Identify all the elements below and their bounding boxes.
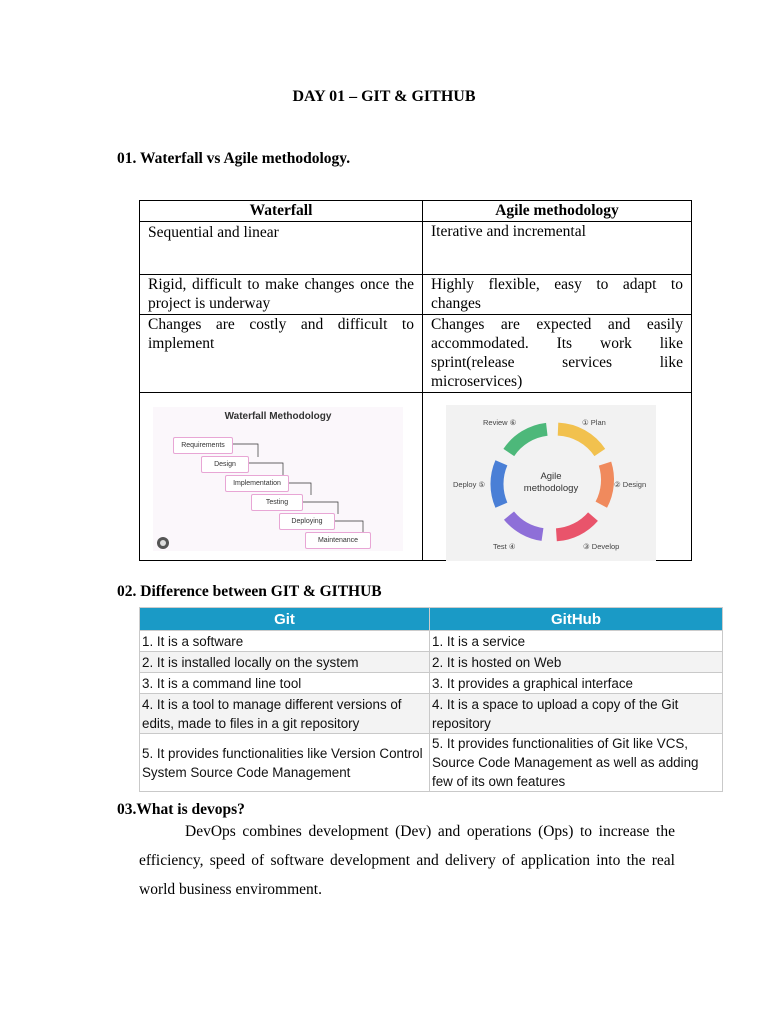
git-vs-github-table xyxy=(139,607,723,792)
table-header-github: GitHub xyxy=(430,608,723,631)
agile-label-review: Review ⑥ xyxy=(483,418,517,427)
table-row xyxy=(140,734,723,792)
section-heading-devops: 03.What is devops? xyxy=(117,801,245,818)
table-cell: Changes are expected and easily accommodated. Its work like sprint(release services like microservices) xyxy=(423,315,692,393)
table-cell: Changes are costly and difficult to implement xyxy=(140,315,423,393)
table-cell: Sequential and linear xyxy=(140,222,423,275)
agile-label-design: ② Design xyxy=(614,480,647,489)
agile-methodology-image xyxy=(446,405,656,561)
table-row xyxy=(140,631,723,652)
table-cell: Rigid, difficult to make changes once the project is underway xyxy=(140,275,423,315)
agile-arc-develop xyxy=(556,517,593,535)
table-row xyxy=(140,673,723,694)
agile-label-develop: ③ Develop xyxy=(583,542,620,551)
agile-arc-review xyxy=(509,429,547,452)
section-heading-git-vs-github: 02. Difference between GIT & GITHUB xyxy=(117,583,382,600)
table-cell: Highly flexible, easy to adapt to changes xyxy=(423,275,692,315)
google-lens-icon xyxy=(157,537,169,549)
devops-paragraph: DevOps combines development (Dev) and operations (Ops) to increase the efficiency, speed of software development and delivery of application into the real world business enviromment. xyxy=(139,823,675,898)
agile-label-plan: ① Plan xyxy=(582,418,606,427)
table-cell: 1. It is a service xyxy=(430,631,723,652)
table-row xyxy=(140,222,692,275)
waterfall-step-implementation: Implementation xyxy=(225,475,289,492)
agile-label-deploy: Deploy ⑤ xyxy=(453,480,486,489)
table-cell: 5. It provides functionalities of Git like VCS, Source Code Management as well as adding few of its own features xyxy=(430,734,723,792)
table-cell: 3. It is a command line tool xyxy=(140,673,430,694)
table-row xyxy=(140,315,692,393)
table-cell: Iterative and incremental xyxy=(423,222,692,275)
table-row xyxy=(140,652,723,673)
table-row xyxy=(140,275,692,315)
table-cell: 3. It provides a graphical interface xyxy=(430,673,723,694)
agile-center-line-1: Agile xyxy=(540,471,562,482)
table-cell: 2. It is hosted on Web xyxy=(430,652,723,673)
waterfall-step-testing: Testing xyxy=(251,494,303,511)
waterfall-step-deploying: Deploying xyxy=(279,513,335,530)
agile-arc-test xyxy=(509,516,543,535)
agile-label-test: Test ④ xyxy=(493,542,516,551)
table-cell: 1. It is a software xyxy=(140,631,430,652)
table-header-git: Git xyxy=(140,608,430,631)
agile-arc-plan xyxy=(558,429,600,452)
waterfall-step-requirements: Requirements xyxy=(173,437,233,454)
table-header-waterfall: Waterfall xyxy=(140,201,423,222)
table-header-agile: Agile methodology xyxy=(423,201,692,222)
waterfall-step-maintenance: Maintenance xyxy=(305,532,371,549)
waterfall-step-design: Design xyxy=(201,456,249,473)
waterfall-methodology-image xyxy=(153,407,403,551)
table-cell: 4. It is a space to upload a copy of the Git repository xyxy=(430,694,723,734)
table-cell: 2. It is installed locally on the system xyxy=(140,652,430,673)
page-title: DAY 01 – GIT & GITHUB xyxy=(292,88,476,105)
waterfall-image-title: Waterfall Methodology xyxy=(224,411,332,422)
table-cell: 4. It is a tool to manage different versions of edits, made to files in a git repository xyxy=(140,694,430,734)
table-row xyxy=(140,694,723,734)
section-heading-waterfall-vs-agile: 01. Waterfall vs Agile methodology. xyxy=(117,150,351,167)
agile-center-line-2: methodology xyxy=(523,483,579,494)
table-cell: 5. It provides functionalities like Version Control System Source Code Management xyxy=(140,734,430,792)
